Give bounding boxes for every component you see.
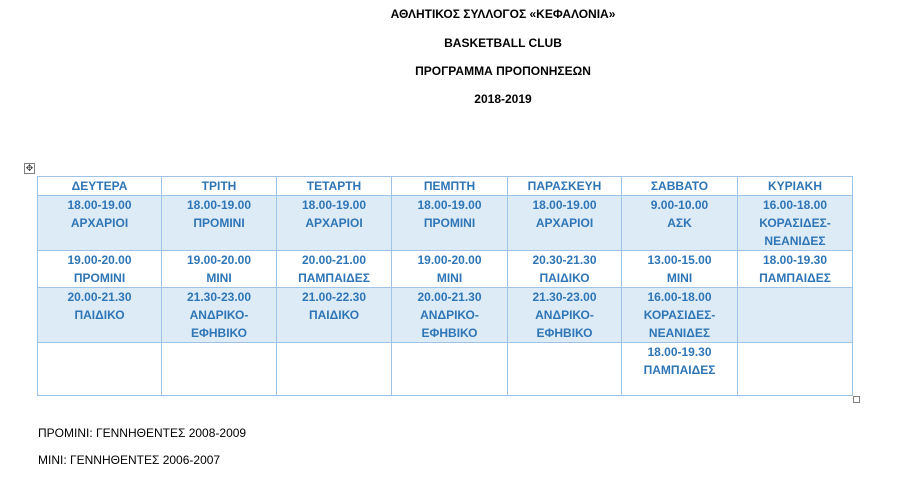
schedule-cell — [277, 196, 392, 251]
session-group-continued: ΝΕΑΝΙΔΕΣ — [648, 326, 711, 340]
training-schedule-table — [37, 176, 853, 396]
day-header-friday: ΠΑΡΑΣΚΕΥΗ — [508, 177, 622, 196]
day-header-thursday: ΠΕΜΠΤΗ — [392, 177, 508, 196]
session-group: ΜΙΝΙ — [206, 271, 232, 285]
day-header-wednesday: ΤΕΤΑΡΤΗ — [277, 177, 392, 196]
session-group: ΚΟΡΑΣΙΔΕΣ- — [643, 308, 716, 322]
session-group-continued: ΕΦΗΒΙΚΟ — [421, 326, 478, 340]
session-group: ΠΑΙΔΙΚΟ — [539, 271, 590, 285]
table-row — [38, 196, 853, 251]
session-group: ΑΡΧΑΡΙΟΙ — [305, 216, 363, 230]
session-time: 21.00-22.30 — [301, 290, 367, 304]
schedule-cell-empty — [738, 288, 853, 343]
session-group: ΠΑΜΠΑΙΔΕΣ — [759, 271, 831, 285]
season-label: 2018-2019 — [474, 92, 532, 106]
session-group: ΜΙΝΙ — [666, 271, 693, 285]
schedule-cell — [392, 196, 508, 251]
schedule-cell — [738, 196, 853, 251]
age-group-notes — [38, 426, 246, 480]
session-group: ΠΡΟΜΙΝΙ — [193, 216, 245, 230]
session-group-continued: ΝΕΑΝΙΔΕΣ — [764, 234, 826, 248]
schedule-cell — [162, 288, 277, 343]
session-group: ΑΡΧΑΡΙΟΙ — [535, 216, 594, 230]
club-subtitle: BASKETBALL CLUB — [444, 36, 562, 50]
day-header-sunday: ΚΥΡΙΑΚΗ — [738, 177, 853, 196]
table-row — [38, 251, 853, 288]
session-group-continued: ΕΦΗΒΙΚΟ — [536, 326, 593, 340]
session-time: 19.00-20.00 — [186, 253, 252, 267]
session-time: 18.00-19.30 — [762, 253, 828, 267]
schedule-cell-empty — [508, 343, 622, 396]
schedule-cell — [622, 343, 738, 396]
session-group: ΠΑΙΔΙΚΟ — [308, 308, 360, 322]
schedule-cell — [162, 196, 277, 251]
schedule-cell — [392, 288, 508, 343]
schedule-cell — [738, 251, 853, 288]
schedule-cell-empty — [38, 343, 162, 396]
session-time: 16.00-18.00 — [647, 290, 712, 304]
session-time: 18.00-19.00 — [67, 198, 132, 212]
session-group: ΠΑΙΔΙΚΟ — [74, 308, 125, 322]
session-group: ΑΝΔΡΙΚΟ- — [420, 308, 479, 322]
session-group: ΠΑΜΠΑΙΔΕΣ — [643, 363, 716, 377]
session-time: 18.00-19.00 — [417, 198, 482, 212]
session-time: 21.30-23.00 — [186, 290, 252, 304]
schedule-cell — [38, 251, 162, 288]
session-time: 21.30-23.00 — [532, 290, 597, 304]
club-name: ΑΘΛΗΤΙΚΟΣ ΣΥΛΛΟΓΟΣ «ΚΕΦΑΛΟΝΙΑ» — [390, 7, 616, 21]
session-time: 20.00-21.30 — [67, 290, 132, 304]
session-time: 19.00-20.00 — [67, 253, 132, 267]
schedule-cell — [277, 288, 392, 343]
note-prominі: ΠΡΟΜΙΝΙ: ΓΕΝΝΗΘΕΝΤΕΣ 2008-2009 — [38, 426, 247, 440]
table-resize-handle[interactable] — [853, 396, 860, 403]
session-group: ΠΡΟΜΙΝΙ — [423, 216, 476, 230]
schedule-cell — [622, 196, 738, 251]
session-time: 18.00-19.30 — [647, 345, 712, 359]
session-group: ΑΣΚ — [667, 216, 692, 230]
schedule-cell — [508, 288, 622, 343]
schedule-cell — [277, 251, 392, 288]
schedule-cell-empty — [392, 343, 508, 396]
schedule-cell-empty — [162, 343, 277, 396]
session-group: ΚΟΡΑΣΙΔΕΣ- — [759, 216, 831, 230]
session-group: ΠΡΟΜΙΝΙ — [73, 271, 126, 285]
schedule-cell — [38, 196, 162, 251]
session-group: ΜΙΝΙ — [436, 271, 463, 285]
table-move-handle-icon[interactable]: ✥ — [25, 163, 34, 173]
session-group-continued: ΕΦΗΒΙΚΟ — [191, 326, 247, 340]
schedule-cell — [38, 288, 162, 343]
schedule-cell — [622, 288, 738, 343]
session-time: 20.00-21.00 — [301, 253, 367, 267]
session-time: 16.00-18.00 — [762, 198, 828, 212]
schedule-cell-empty — [277, 343, 392, 396]
session-time: 20.00-21.30 — [417, 290, 482, 304]
session-group: ΠΑΜΠΑΙΔΕΣ — [298, 271, 370, 285]
session-time: 20.30-21.30 — [532, 253, 597, 267]
program-title: ΠΡΟΓΡΑΜΜΑ ΠΡΟΠΟΝΗΣΕΩΝ — [415, 64, 591, 78]
session-time: 13.00-15.00 — [647, 253, 712, 267]
schedule-cell — [508, 251, 622, 288]
session-group: ΑΝΔΡΙΚΟ- — [189, 308, 249, 322]
session-time: 18.00-19.00 — [532, 198, 597, 212]
session-group: ΑΝΔΡΙΚΟ- — [535, 308, 594, 322]
day-header-saturday: ΣΑΒΒΑΤΟ — [622, 177, 738, 196]
schedule-cell — [508, 196, 622, 251]
schedule-cell — [392, 251, 508, 288]
session-time: 19.00-20.00 — [417, 253, 482, 267]
note-mini: ΜΙΝΙ: ΓΕΝΝΗΘΕΝΤΕΣ 2006-2007 — [38, 453, 221, 467]
table-row — [38, 288, 853, 343]
schedule-cell — [162, 251, 277, 288]
table-header-row — [38, 177, 853, 196]
day-header-tuesday: ΤΡΙΤΗ — [162, 177, 277, 196]
schedule-cell-empty — [738, 343, 853, 396]
day-header-monday: ΔΕΥΤΕΡΑ — [38, 177, 162, 196]
schedule-cell — [622, 251, 738, 288]
session-time: 18.00-19.00 — [301, 198, 367, 212]
table-row — [38, 343, 853, 396]
session-group: ΑΡΧΑΡΙΟΙ — [70, 216, 129, 230]
session-time: 18.00-19.00 — [186, 198, 252, 212]
session-time: 9.00-10.00 — [650, 198, 709, 212]
